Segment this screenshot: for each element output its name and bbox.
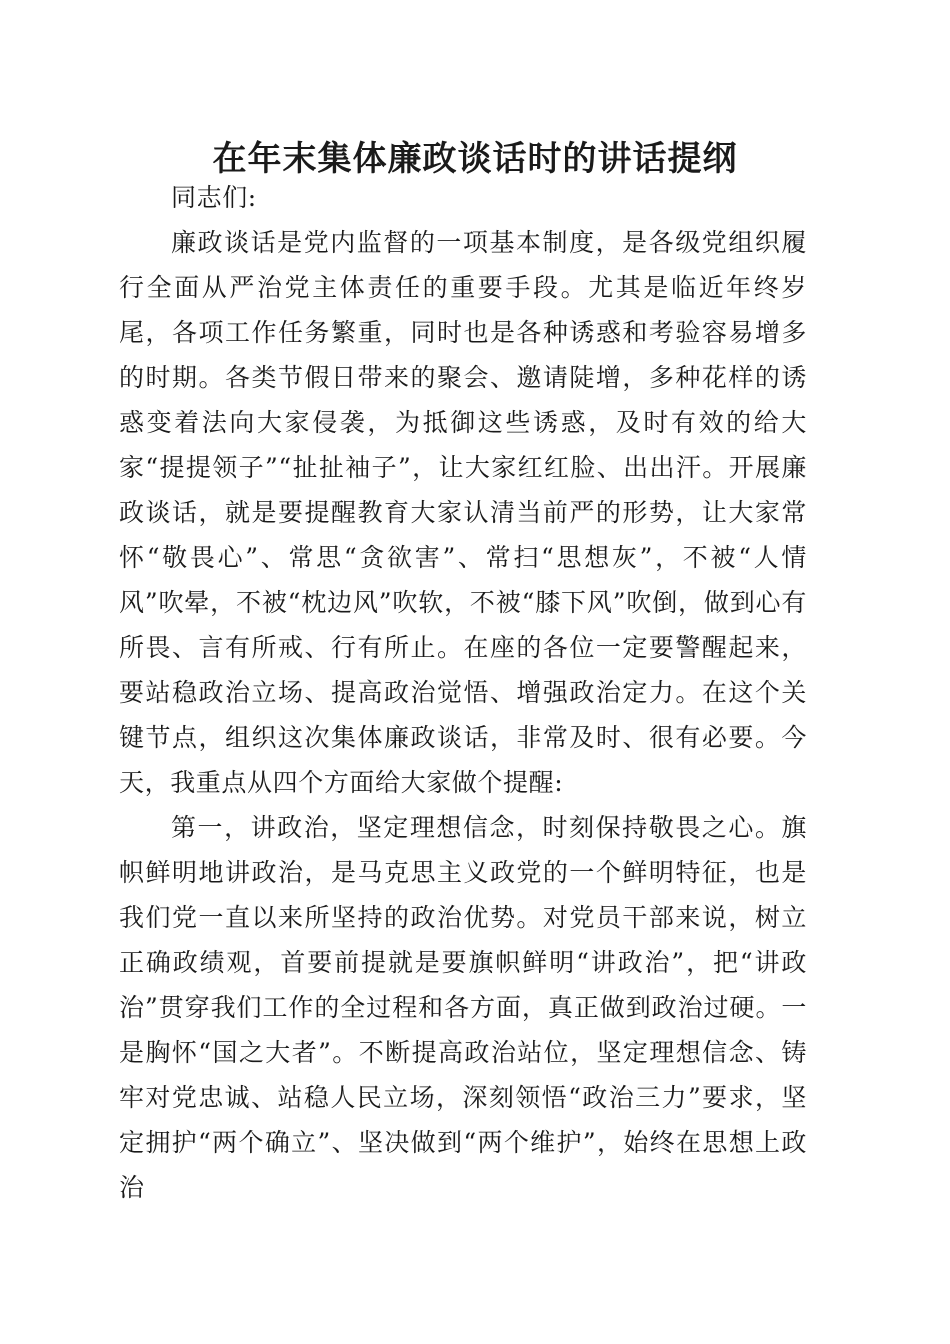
paragraph-intro: 廉政谈话是党内监督的一项基本制度，是各级党组织履行全面从严治党主体责任的重要手段。尤其是临近年终岁尾，各项工作任务繁重，同时也是各种诱惑和考验容易增多的时期。各类节假日带来的聚会、邀请陡增，多种花样的诱惑变着法向大家侵袭，为抵御这些诱惑，及时有效的给大家“提提领子”“扯扯袖子”，让大家红红脸、出出汗。开展廉政谈话，就是要提醒教育大家认清当前严的形势，让大家常怀“敬畏心”、常思“贪欲害”、常扫“思想灰”，不被“人情风”吹晕，不被“枕边风”吹软，不被“膝下风”吹倒，做到心有所畏、言有所戒、行有所止。在座的各位一定要警醒起来，要站稳政治立场、提高政治觉悟、增强政治定力。在这个关键节点，组织这次集体廉政谈话，非常及时、很有必要。今天，我重点从四个方面给大家做个提醒: [119,228,807,797]
document-body [119,175,807,1210]
salutation: 同志们: [171,183,257,212]
document-title: 在年末集体廉政谈话时的讲话提纲 [212,139,738,179]
paragraph-first-point: 第一，讲政治，坚定理想信念，时刻保持敬畏之心。旗帜鲜明地讲政治，是马克思主义政党的一个鲜明特征，也是我们党一直以来所坚持的政治优势。对党员干部来说，树立正确政绩观，首要前提就是要旗帜鲜明“讲政治”，把“讲政治”贯穿我们工作的全过程和各方面，真正做到政治过硬。一是胸怀“国之大者”。不断提高政治站位，坚定理想信念、铸牢对党忠诚、站稳人民立场，深刻领悟“政治三力”要求，坚定拥护“两个确立”、坚决做到“两个维护”，始终在思想上政治 [119,813,807,1202]
